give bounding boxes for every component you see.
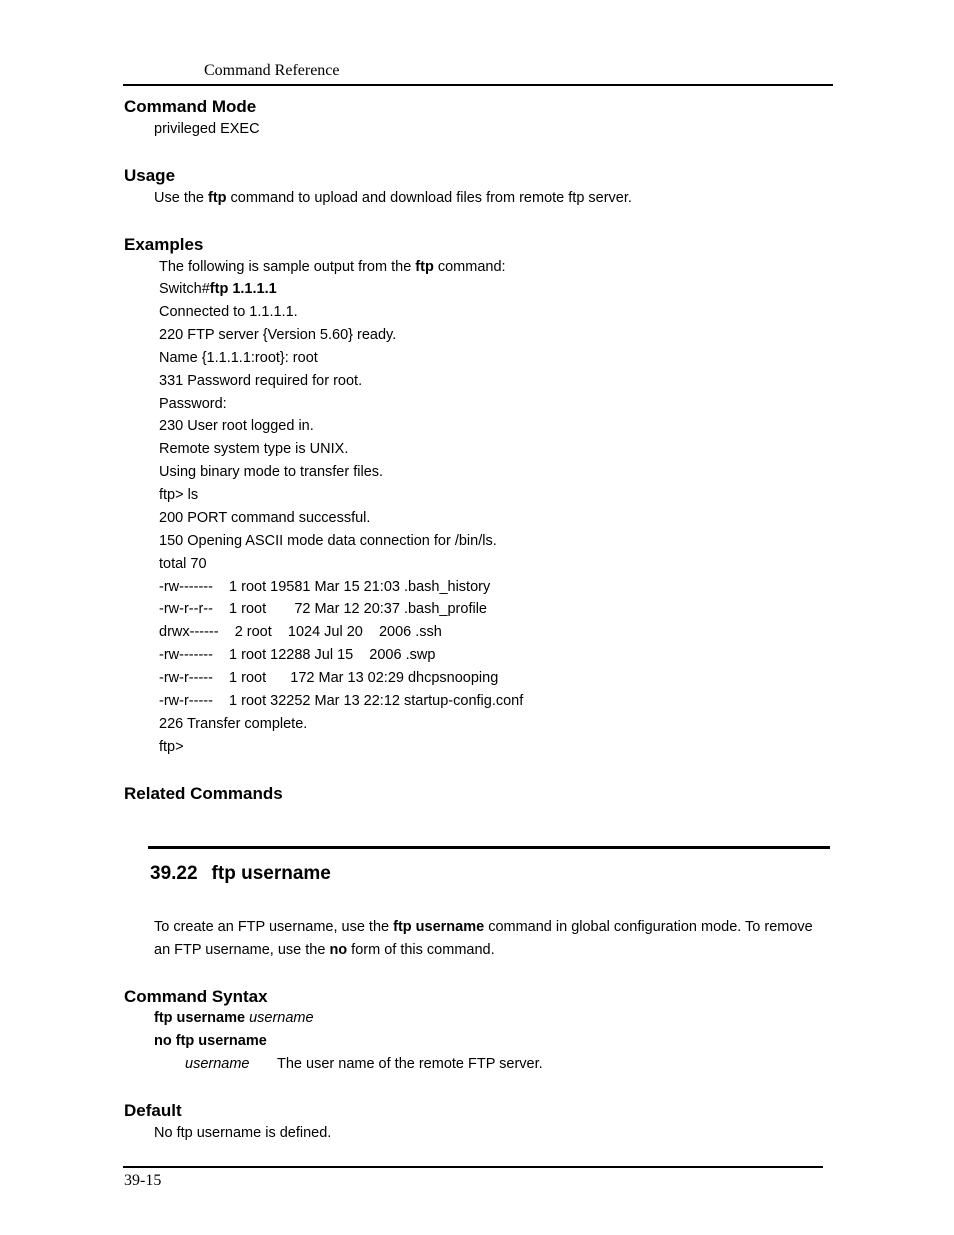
example-output-line: 220 FTP server {Version 5.60} ready.: [159, 327, 397, 343]
related-commands-heading: Related Commands: [124, 784, 283, 803]
example-output-line: -rw------- 1 root 19581 Mar 15 21:03 .bash_history: [159, 579, 491, 595]
section-title: [150, 863, 331, 885]
example-output-line: drwx------ 2 root 1024 Jul 20 2006 .ssh: [159, 624, 442, 640]
example-output-line: 331 Password required for root.: [159, 373, 363, 389]
example-output-line: Connected to 1.1.1.1.: [159, 304, 298, 320]
example-output-line: Name {1.1.1.1:root}: root: [159, 350, 318, 366]
syntax-line-2: no ftp username: [154, 1033, 267, 1049]
syntax-line-1: ftp username username: [154, 1010, 314, 1026]
example-output-line: -rw------- 1 root 12288 Jul 15 2006 .swp: [159, 647, 436, 663]
example-output-line: 200 PORT command successful.: [159, 510, 371, 526]
section-rule: [148, 846, 830, 849]
section-description-line-1: To create an FTP username, use the ftp username command in global configuration mode. To remove: [154, 919, 813, 935]
example-output-line: Remote system type is UNIX.: [159, 441, 349, 457]
example-output-line: Using binary mode to transfer files.: [159, 464, 384, 480]
usage-heading: Usage: [124, 166, 176, 185]
default-heading: Default: [124, 1101, 182, 1120]
footer-rule: [123, 1166, 823, 1168]
param-description: The user name of the remote FTP server.: [277, 1056, 543, 1072]
command-mode-heading: Command Mode: [124, 97, 257, 116]
example-output-line: ftp> ls: [159, 487, 199, 503]
header-rule: [123, 84, 833, 86]
example-output-line: total 70: [159, 556, 207, 572]
examples-heading: Examples: [124, 235, 204, 254]
section-description-line-2: an FTP username, use the no form of this command.: [154, 942, 495, 958]
example-output-line: -rw-r----- 1 root 32252 Mar 13 22:12 startup-config.conf: [159, 693, 524, 709]
example-output-line: -rw-r--r-- 1 root 72 Mar 12 20:37 .bash_profile: [159, 601, 487, 617]
section-name: ftp username: [211, 863, 331, 884]
example-prompt-line: Switch#ftp 1.1.1.1: [159, 281, 277, 297]
example-output-line: 230 User root logged in.: [159, 418, 314, 434]
example-output-line: -rw-r----- 1 root 172 Mar 13 02:29 dhcpsnooping: [159, 670, 499, 686]
example-output-line: Password:: [159, 396, 227, 412]
param-name: username: [185, 1056, 250, 1072]
section-number: 39.22: [150, 863, 198, 884]
example-output-line: ftp>: [159, 739, 184, 755]
command-syntax-heading: Command Syntax: [124, 987, 268, 1006]
command-mode-text: privileged EXEC: [154, 121, 260, 137]
example-output-line: 150 Opening ASCII mode data connection for /bin/ls.: [159, 533, 497, 549]
examples-intro: The following is sample output from the ftp command:: [159, 259, 506, 275]
example-output-line: 226 Transfer complete.: [159, 716, 308, 732]
running-header: Command Reference: [204, 62, 340, 79]
usage-text: Use the ftp command to upload and download files from remote ftp server.: [154, 190, 632, 206]
page-number: 39-15: [124, 1172, 162, 1189]
default-text: No ftp username is defined.: [154, 1125, 332, 1141]
